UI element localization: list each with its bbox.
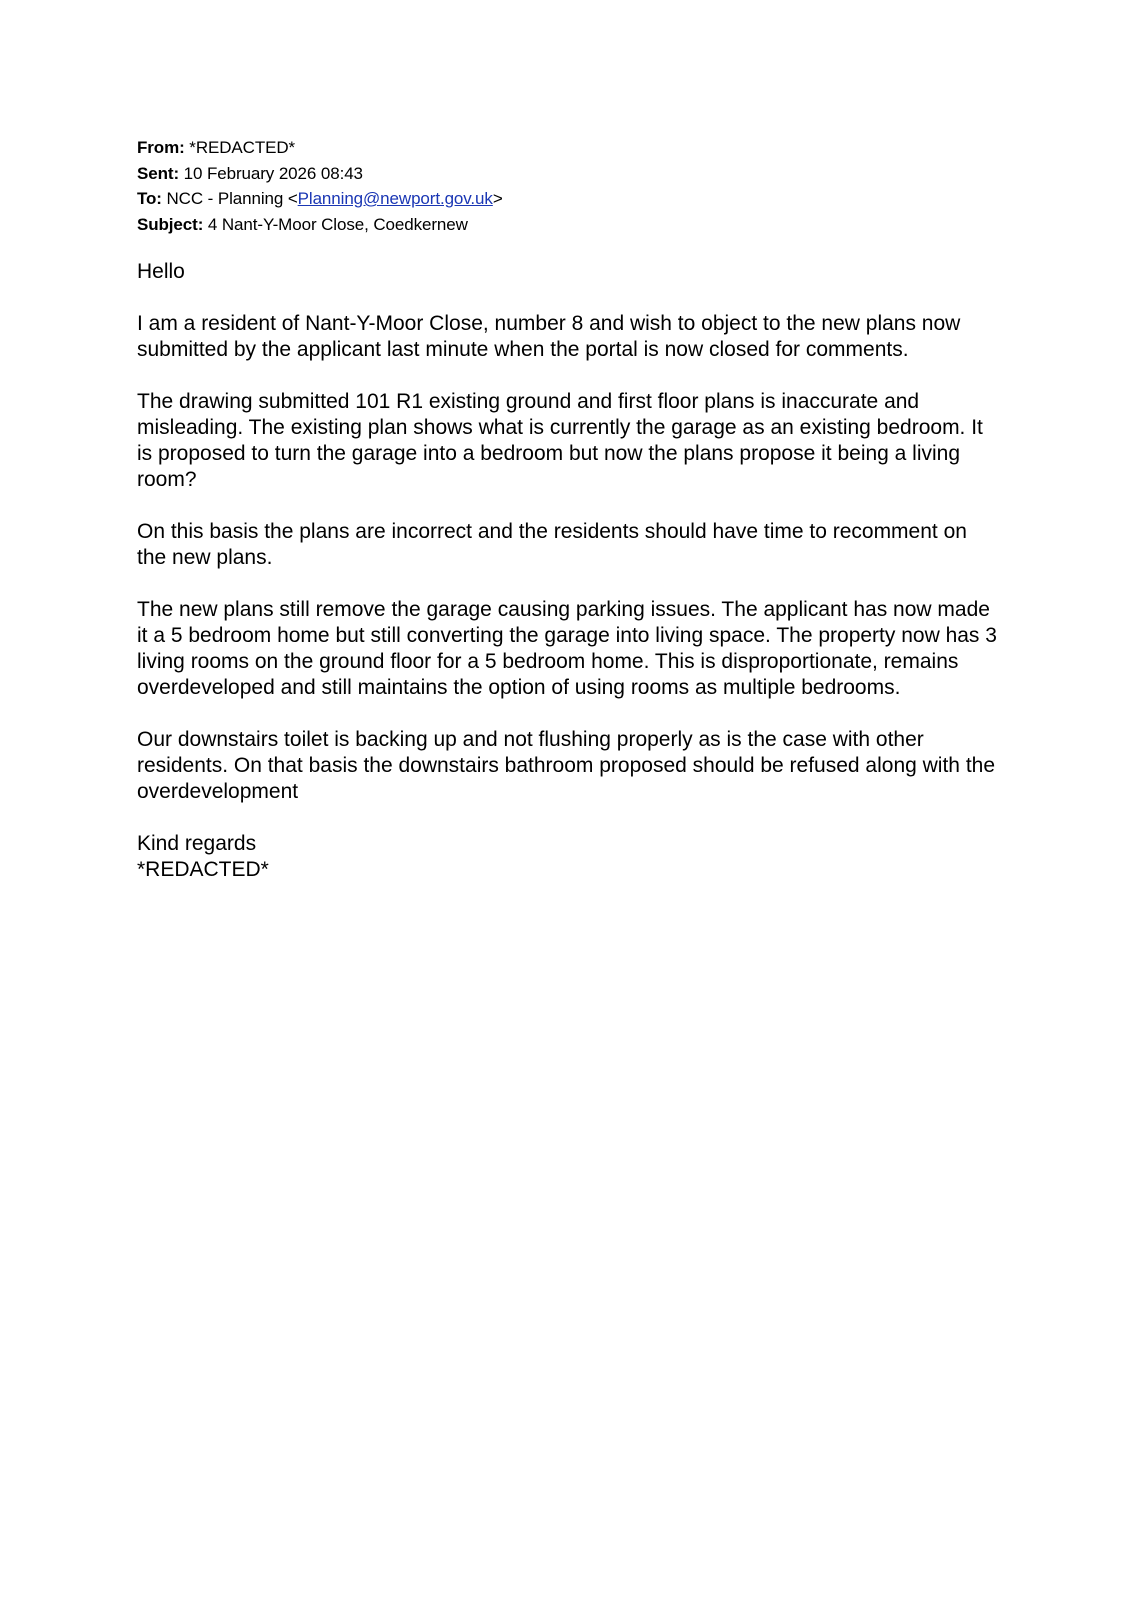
paragraph-parking: The new plans still remove the garage causing parking issues. The applicant has now made it a 5 bedroom home but still converting the garage into living space. The property now has 3 living rooms on the ground floor for a 5 bedroom home. This is disproportionate, remains overdeveloped and still maintains the option of using rooms as multiple bedrooms. <box>137 598 997 699</box>
subject-line <box>137 212 997 238</box>
paragraph-drawing: The drawing submitted 101 R1 existing ground and first floor plans is inaccurate and misleading. The existing plan shows what is currently the garage as an existing bedroom. It is proposed to turn the garage into a bedroom but now the plans propose it being a living room? <box>137 390 983 491</box>
to-suffix: > <box>492 189 503 208</box>
signature: *REDACTED* <box>137 858 269 881</box>
sent-line <box>137 161 997 187</box>
email-body <box>137 259 997 883</box>
email-document <box>137 135 997 883</box>
from-line <box>137 135 997 161</box>
paragraph-basis: On this basis the plans are incorrect and the residents should have time to recomment on the new plans. <box>137 520 967 569</box>
to-line <box>137 186 997 212</box>
from-value: *REDACTED* <box>189 138 296 157</box>
greeting: Hello <box>137 260 185 283</box>
to-email-link[interactable]: Planning@newport.gov.uk <box>297 189 493 208</box>
sent-label: Sent: <box>137 163 180 183</box>
to-label: To: <box>137 189 162 208</box>
from-label: From: <box>137 138 185 157</box>
to-prefix: NCC - Planning < <box>166 189 298 208</box>
subject-label: Subject: <box>137 214 204 234</box>
email-header <box>137 135 997 237</box>
subject-value: 4 Nant-Y-Moor Close, Coedkernew <box>207 214 468 234</box>
paragraph-objection: I am a resident of Nant-Y-Moor Close, number 8 and wish to object to the new plans now submitted by the applicant last minute when the portal is now closed for comments. <box>137 312 961 361</box>
paragraph-toilet: Our downstairs toilet is backing up and not flushing properly as is the case with other residents. On that basis the downstairs bathroom proposed should be refused along with the overdevelopment <box>137 728 996 803</box>
closing: Kind regards <box>137 832 257 855</box>
sent-value: 10 February 2026 08:43 <box>183 163 363 183</box>
